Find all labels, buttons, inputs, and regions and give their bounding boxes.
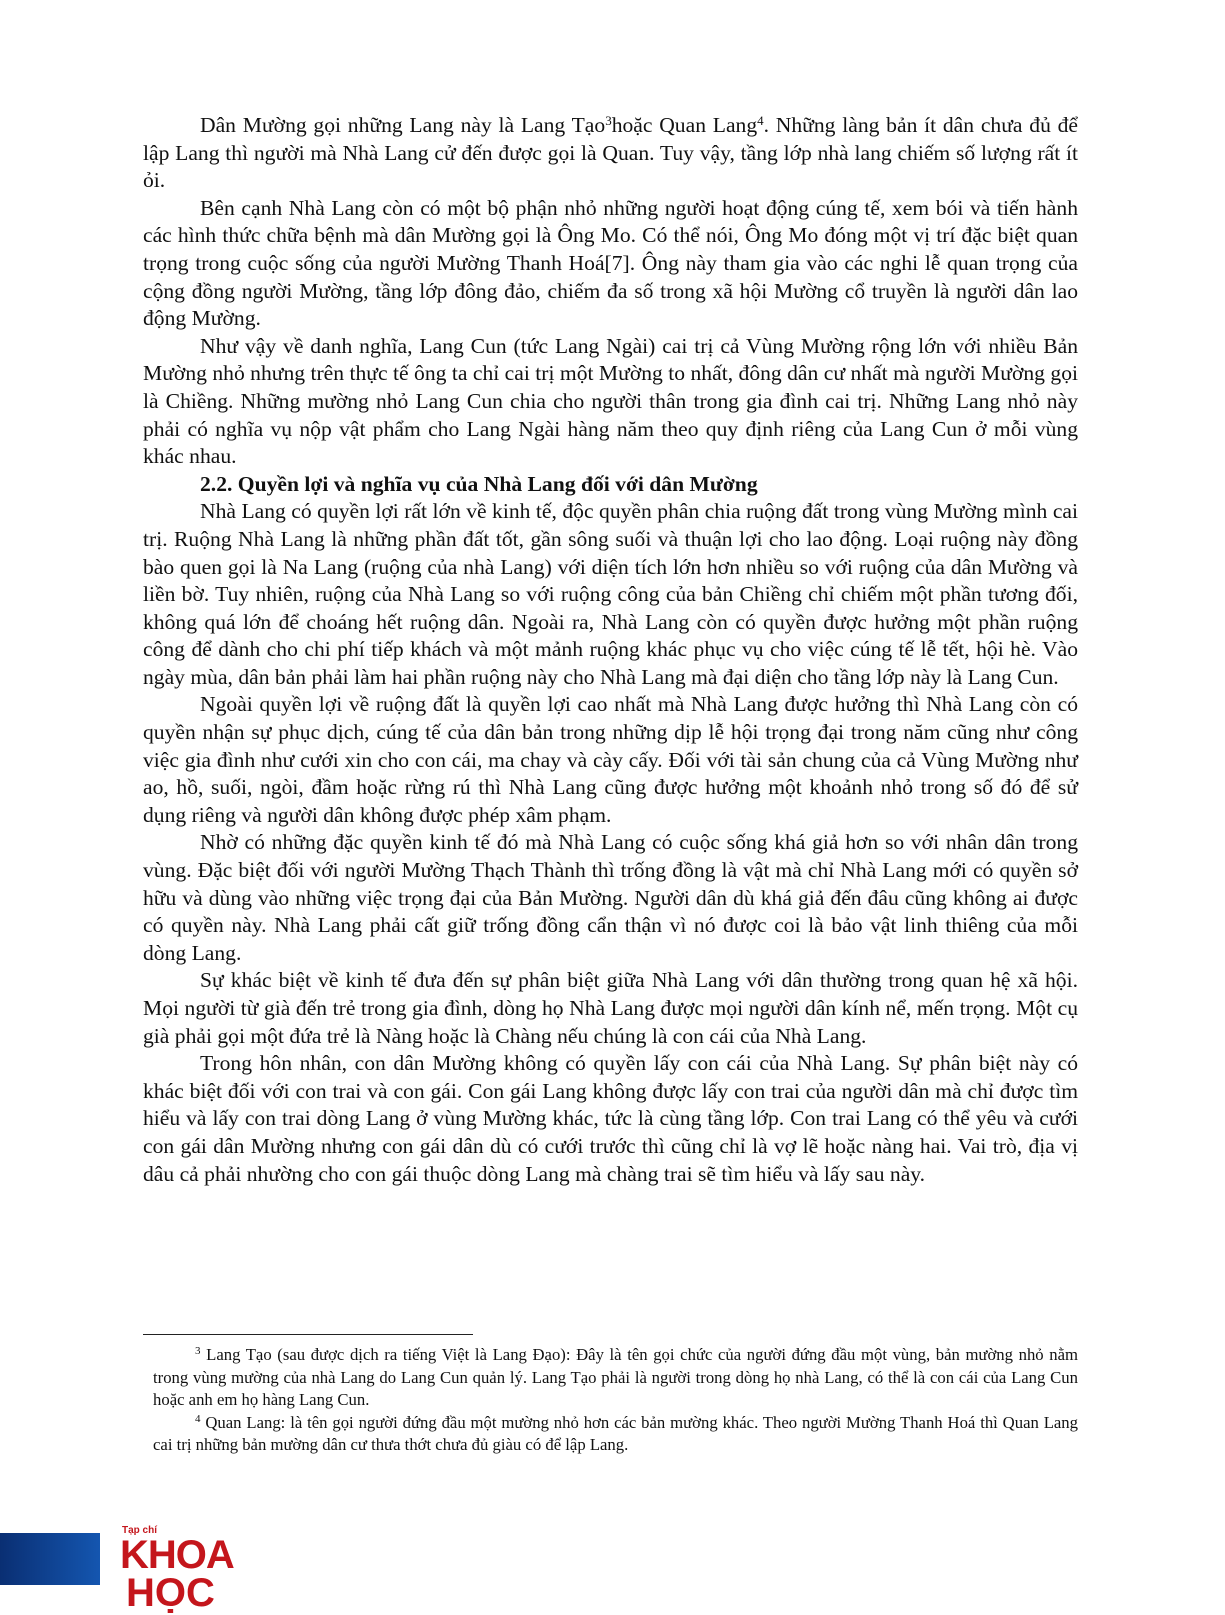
footnote-ref-4[interactable]: 4 bbox=[757, 113, 764, 128]
logo-small-text: Tạp chí bbox=[122, 1525, 158, 1536]
journal-logo bbox=[120, 1525, 290, 1615]
article-body bbox=[143, 112, 1078, 1188]
footnote-divider bbox=[143, 1334, 473, 1335]
paragraph-1: Dân Mường gọi những Lang này là Lang Tạo$^3$hoặc Quan Lang$^4$. Những làng bản ít dân chưa đủ để lập Lang thì người mà Nhà Lang cử đến được gọi là Quan. Tuy vậy, tầng lớp nhà lang chiếm số lượng rất ít ỏi. bbox=[143, 113, 1079, 193]
footnote-3 bbox=[153, 1344, 1078, 1412]
footnote-text: Lang Tạo (sau được dịch ra tiếng Việt là Lang Đạo): Đây là tên gọi chức của người đứng đầu một vùng, bản mường nhỏ nằm trong vùng mường của nhà Lang do Lang Cun quản lý. Lang Tạo phải là người trong dòng họ nhà Lang, có thể là con cái của Lang Cun hoặc anh em họ hàng Lang Cun. bbox=[153, 1345, 1078, 1410]
paragraph-4: Nhà Lang có quyền lợi rất lớn về kinh tế, độc quyền phân chia ruộng đất trong vùng Mường mình cai trị. Ruộng Nhà Lang là những phần đất tốt, gần sông suối và thuận lợi cho lao động. Loại ruộng này đồng bào quen gọi là Na Lang (ruộng của nhà Lang) với diện tích lớn hơn nhiều so với ruộng của dân Mường và liền bờ. Tuy nhiên, ruộng của Nhà Lang so với ruộng công của bản Chiềng chỉ chiếm một phần tương đối, không quá lớn để choáng hết ruộng dân. Ngoài ra, Nhà Lang còn có quyền được hưởng một phần ruộng công để dành cho chi phí tiếp khách và một mảnh ruộng khác phục vụ cho việc cúng tế lễ tết, hội hè. Vào ngày mùa, dân bản phải làm hai phần ruộng này cho Nhà Lang mà đại diện cho tầng lớp này là Lang Cun. bbox=[143, 499, 1078, 689]
footnote-mark: 3 bbox=[195, 1345, 201, 1357]
footnotes bbox=[153, 1344, 1078, 1457]
page-corner-bar bbox=[0, 1533, 100, 1585]
paragraph-2: Bên cạnh Nhà Lang còn có một bộ phận nhỏ những người hoạt động cúng tế, xem bói và tiến hành các hình thức chữa bệnh mà dân Mường gọi là Ông Mo. Có thể nói, Ông Mo đóng một vị trí đặc biệt quan trọng trong cuộc sống của người Mường Thanh Hoá[7]. Ông này tham gia vào các nghi lễ quan trọng của cộng đồng người Mường, tầng lớp đông đảo, chiếm đa số trong xã hội Mường cổ truyền là người dân lao động Mường. bbox=[143, 195, 1078, 331]
paragraph-6: Nhờ có những đặc quyền kinh tế đó mà Nhà Lang có cuộc sống khá giả hơn so với nhân dân trong vùng. Đặc biệt đối với người Mường Thạch Thành thì trống đồng là vật mà chỉ Nhà Lang mới có quyền sở hữu và dùng vào những việc trọng đại của Bản Mường. Người dân dù khá giả đến đâu cũng không ai được có quyền này. Nhà Lang phải cất giữ trống đồng cẩn thận vì nó được coi là bảo vật linh thiêng của mỗi dòng Lang. bbox=[143, 830, 1078, 965]
paragraph-5: Ngoài quyền lợi về ruộng đất là quyền lợi cao nhất mà Nhà Lang được hưởng thì Nhà Lang còn có quyền nhận sự phục dịch, cúng tế của dân bản trong những dịp lễ hội trọng đại trong năm cũng như công việc gia đình như cưới xin cho con cái, ma chay và cày cấy. Đối với tài sản chung của cả Vùng Mường như ao, hồ, suối, ngòi, đầm hoặc rừng rú thì Nhà Lang cũng được hưởng một khoảnh nhỏ trong số đó để sử dụng riêng và người dân không được phép xâm phạm. bbox=[143, 692, 1078, 827]
footnote-ref-3[interactable]: 3 bbox=[605, 113, 612, 128]
section-heading: 2.2. Quyền lợi và nghĩa vụ của Nhà Lang đối với dân Mường bbox=[200, 471, 758, 496]
logo-big-text-2: HỌC bbox=[126, 1571, 215, 1615]
paragraph-3: Như vậy về danh nghĩa, Lang Cun (tức Lang Ngài) cai trị cả Vùng Mường rộng lớn với nhiều Bản Mường nhỏ nhưng trên thực tế ông ta chỉ cai trị một Mường to nhất, đông dân cư nhất mà người Mường gọi là Chiềng. Những mường nhỏ Lang Cun chia cho người thân trong gia đình cai trị. Những Lang nhỏ này phải có nghĩa vụ nộp vật phẩm cho Lang Ngài hàng năm theo quy định riêng của Lang Cun ở mỗi vùng khác nhau. bbox=[143, 333, 1078, 469]
paragraph-8: Trong hôn nhân, con dân Mường không có quyền lấy con cái của Nhà Lang. Sự phân biệt này có khác biệt đối với con trai và con gái. Con gái Lang không được lấy con trai của người dân mà chỉ được tìm hiểu và lấy con trai dòng Lang ở vùng Mường khác, tức là cùng tầng lớp. Con trai Lang có thể yêu và cưới con gái dân Mường nhưng con gái dân dù có cưới trước thì cũng chỉ là vợ lẽ hoặc nàng hai. Vai trò, địa vị dâu cả phải nhường cho con gái thuộc dòng Lang mà chàng trai sẽ tìm hiểu và lấy sau này. bbox=[143, 1051, 1078, 1186]
footnote-4 bbox=[153, 1412, 1078, 1457]
paragraph-7: Sự khác biệt về kinh tế đưa đến sự phân biệt giữa Nhà Lang với dân thường trong quan hệ xã hội. Mọi người từ già đến trẻ trong gia đình, dòng họ Nhà Lang được mọi người dân kính nể, mến trọng. Một cụ già phải gọi một đứa trẻ là Nàng hoặc là Chàng nếu chúng là con cái của Nhà Lang. bbox=[143, 968, 1078, 1048]
logo-big-text: KHOA bbox=[120, 1533, 234, 1577]
footnote-text: Quan Lang: là tên gọi người đứng đầu một mường nhỏ hơn các bản mường khác. Theo người Mường Thanh Hoá thì Quan Lang cai trị những bản mường dân cư thưa thớt chưa đủ giàu có để lập Lang. bbox=[153, 1412, 1078, 1455]
footnote-mark: 4 bbox=[195, 1412, 201, 1425]
